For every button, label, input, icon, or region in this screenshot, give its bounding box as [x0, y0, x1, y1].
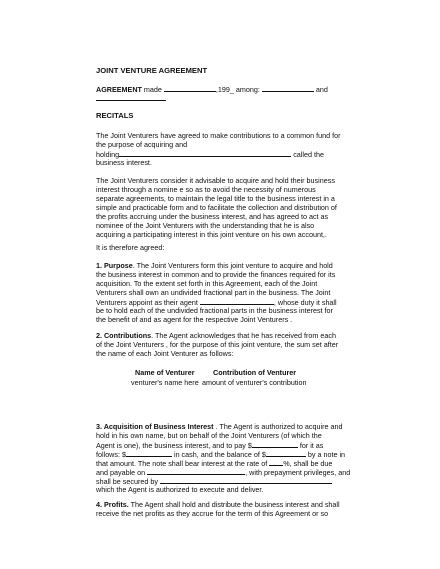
purpose-text: . The Joint Venturers form this joint venture to acquire and hold: [132, 261, 333, 270]
date-blank: [164, 84, 216, 92]
table-cell-name: venturer's name here: [131, 378, 199, 387]
year-text: ,199_: [215, 85, 234, 94]
and-text: and: [313, 85, 328, 94]
due-text: %, shall be due: [283, 459, 333, 468]
therefore-agreed: It is therefore agreed:: [96, 243, 165, 252]
party-line-2: [96, 93, 166, 103]
document-title: JOINT VENTURE AGREEMENT: [96, 66, 208, 75]
purpose-line: acquisition. To the extent set forth in this Agreement, each of the Joint: [96, 279, 318, 288]
recitals-p1-line: the purpose of acquiring and: [96, 140, 188, 149]
rate-blank: [269, 458, 283, 466]
acquisition-label: 3. Acquisition of Business Interest: [96, 422, 214, 431]
contributions-text: . The Agent acknowledges that he has received from each: [151, 331, 336, 340]
called-the-text: called the: [293, 150, 324, 159]
purpose-line: be to hold each of the undivided fractional parts in the business interest for: [96, 306, 333, 315]
contributions-line: [96, 331, 336, 340]
note-text: by a note in: [305, 450, 346, 459]
agreement-label: AGREEMENT: [96, 85, 142, 94]
holding-text: holding: [96, 150, 120, 159]
among-text: among:: [233, 85, 260, 94]
profits-text: The Agent shall hold and distribute the business interest and shall: [128, 500, 340, 509]
recitals-p2-line: acquiring a participating interest in this joint venture on his own account,.: [96, 230, 327, 239]
purpose-line: Venturers shall own an undivided fractional part in the business. The Joint: [96, 288, 331, 297]
table-header-name: Name of Venturer: [135, 368, 195, 377]
profits-line: receive the net profits as they accrue for the term of this Agreement or so: [96, 509, 329, 518]
prepayment-text: , with prepayment privileges, and: [245, 468, 351, 477]
purpose-line: [96, 261, 333, 270]
recitals-p2-line: separate agreements, to maintain the legal title to the business interest in a: [96, 194, 335, 203]
security-blank: [160, 476, 332, 484]
payable-text: and payable on: [96, 468, 146, 477]
recitals-p2-line: The Joint Venturers consider it advisable to acquire and hold their business: [96, 176, 335, 185]
contributions-line: of the Joint Venturers , for the purpose of this joint venture, the sum set after: [96, 340, 339, 349]
purpose-line: the benefit of and as agent for the respective Joint Venturers .: [96, 315, 293, 324]
acquisition-line: hold in his own name, but on behalf of the Joint Venturers (of which the: [96, 431, 322, 440]
agent-name-blank: [200, 297, 274, 305]
recitals-p2-line: the profits accruing under the business interest, and has agreed to act as: [96, 212, 329, 221]
cash-blank: [126, 449, 172, 457]
recitals-p1-line: business interest.: [96, 158, 152, 167]
recitals-p2-line: nominee of the Joint Venturers with the understanding that he is also: [96, 221, 315, 230]
contributions-label: 2. Contributions: [96, 331, 152, 340]
follows-text: follows: $: [96, 450, 126, 459]
price-blank: [252, 440, 298, 448]
balance-text: in cash, and the balance of $: [171, 450, 266, 459]
table-cell-contribution: amount of venturer's contribution: [202, 378, 307, 387]
recitals-p1-line: The Joint Venturers have agreed to make contributions to a common fund for: [96, 131, 341, 140]
balance-blank: [266, 449, 306, 457]
party-blank-2: [96, 93, 166, 101]
acquisition-line: [96, 422, 343, 431]
contributions-line: the name of each Joint Venturer as follows:: [96, 349, 234, 358]
recitals-p2-line: simple and practicable form and to facilitate the collection and distribution of: [96, 203, 337, 212]
pay-text: Agent is one), the business interest, and to pay $: [96, 441, 252, 450]
rate-text: that amount. The note shall bear interest at the rate of: [96, 459, 268, 468]
secured-text: shall be secured by: [96, 477, 158, 486]
profits-label: 4. Profits.: [96, 500, 129, 509]
recitals-p2-line: interest through a nomine e so as to avoid the necessity of numerous: [96, 185, 316, 194]
purpose-line: the business interest in common and to provide the finances required for its: [96, 270, 336, 279]
agent-appoint-text: Venturers appoint as their agent: [96, 298, 198, 307]
acquisition-text: . The Agent is authorized to acquire and: [213, 422, 343, 431]
for-it-text: for it as: [297, 441, 324, 450]
duty-text: , whose duty it shall: [273, 298, 337, 307]
holding-blank: [119, 149, 291, 157]
acquisition-line: which the Agent is authorized to execute and deliver.: [96, 485, 264, 494]
table-header-contribution: Contribution of Venturer: [213, 368, 297, 377]
payable-date-blank: [147, 467, 245, 475]
profits-line: [96, 500, 340, 509]
purpose-label: 1. Purpose: [96, 261, 133, 270]
party-blank-1: [262, 84, 314, 92]
recitals-heading: RECITALS: [96, 111, 134, 120]
made-text: made: [141, 85, 162, 94]
